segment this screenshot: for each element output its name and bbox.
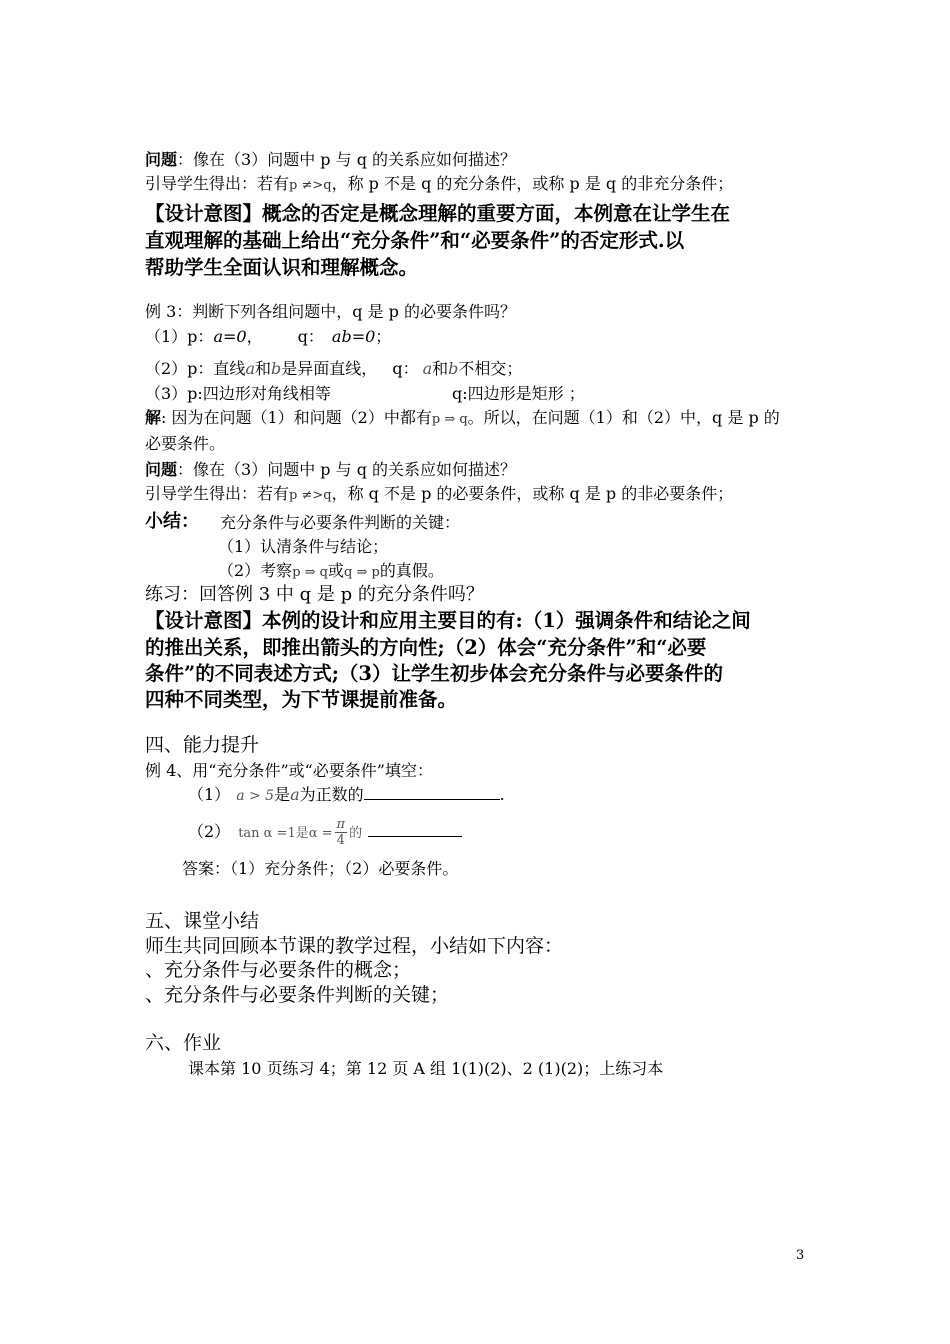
section-heading-homework: 六、作业: [145, 1032, 222, 1054]
item1-p-formula: a=0: [213, 327, 247, 346]
line-a-symbol: a: [245, 359, 255, 378]
example4-answer: 答案：（1）充分条件；（2）必要条件。: [182, 859, 459, 878]
design-intent-2-line-2: 的推出关系，即推出箭头的方向性;（2）体会“充分条件”和“必要: [145, 636, 707, 659]
guide-prefix-2: 引导学生得出：若有: [145, 484, 290, 503]
ex4-item1-is: 是: [274, 785, 291, 804]
item2-and: 和: [254, 359, 271, 378]
item2-prefix: （2）p：直线: [145, 359, 246, 378]
design-intent-2-line-4: 四种不同类型，为下节课提前准备。: [145, 688, 458, 711]
a-greater-5-formula: a > 5: [236, 788, 275, 804]
item1-separator: ，: [246, 327, 263, 346]
item2-rest: 是异面直线，: [281, 359, 378, 378]
class-summary-line-3: 、充分条件与必要条件判断的关键；: [145, 984, 450, 1006]
guide-suffix-2: ，称 q 不是 p 的必要条件，或称 q 是 p 的非必要条件；: [331, 484, 734, 503]
ex4-item2-prefix: （2）: [188, 822, 231, 841]
example3-item-3-q: q:四边形是矩形 ；: [452, 384, 585, 403]
question-text-2: ：像在（3）问题中 p 与 q 的关系应如何描述？: [177, 460, 517, 479]
example3-title: 例 3：判断下列各组问题中，q 是 p 的必要条件吗？: [145, 302, 517, 321]
item2-q-rest: 不相交；: [458, 359, 523, 378]
guide-line-2: [145, 484, 733, 504]
pi-over-4-fraction: [335, 818, 348, 847]
homework-text: 课本第 10 页练习 4；第 12 页 A 组 1(1)(2)、2 (1)(2)；上练习本: [188, 1059, 664, 1078]
item1-q-label: q：: [297, 327, 324, 346]
example4-item-2: [188, 818, 462, 847]
summary-text: 充分条件与必要条件判断的关键：: [220, 513, 461, 532]
question-label: 问题: [145, 150, 178, 169]
solution-suffix: 。所以，在问题（1）和（2）中，q 是 p 的: [467, 408, 780, 427]
item1-end: ；: [375, 327, 392, 346]
design-intent-line-3: 帮助学生全面认识和理解概念。: [145, 256, 419, 279]
summary-label: 小结：: [145, 511, 199, 532]
design-intent-2-line-1: 【设计意图】本例的设计和应用主要目的有:（1）强调条件和结论之间: [145, 609, 751, 632]
section-heading-ability: 四、能力提升: [145, 734, 260, 756]
guide-line: [145, 174, 733, 194]
ex4-item1-rest: 为正数的: [299, 785, 364, 804]
example3-item-2: [145, 359, 522, 378]
example4-title: 例 4、用“充分条件”或“必要条件”填空：: [145, 761, 433, 780]
question-text: ：像在（3）问题中 p 与 q 的关系应如何描述？: [177, 150, 517, 169]
answer-blank-1[interactable]: [364, 785, 500, 800]
item1-q-formula: ab=0: [331, 327, 376, 346]
question-line: [145, 150, 516, 169]
design-intent-2-line-3: 条件”的不同表述方式;（3）让学生初步体会充分条件与必要条件的: [145, 662, 723, 685]
solution-line-2: 必要条件。: [145, 434, 226, 453]
ex4-item2-de: 的: [349, 826, 363, 841]
summary-item2-or: 或: [328, 561, 345, 580]
q-line-a-symbol: a: [422, 359, 433, 378]
fraction-numerator: π: [336, 817, 346, 832]
fraction-denominator: 4: [336, 833, 345, 848]
item1-prefix: （1）p：: [145, 327, 214, 346]
item2-q-label: q：: [392, 359, 419, 378]
guide-suffix: ，称 p 不是 q 的充分条件，或称 p 是 q 的非充分条件；: [331, 174, 734, 193]
example3-item-1: [145, 327, 391, 346]
solution-label: 解: [145, 408, 162, 427]
solution-line: [145, 408, 780, 428]
not-implies-formula: p ≠>q: [289, 178, 332, 193]
item2-q-and: 和: [432, 359, 449, 378]
guide-prefix: 引导学生得出：若有: [145, 174, 290, 193]
tan-alpha-formula: tan α =1是α =: [238, 826, 333, 841]
item3-p: （3）p:四边形对角线相等: [145, 384, 331, 403]
page-number: 3: [796, 1248, 805, 1263]
line-b-symbol: b: [271, 359, 282, 378]
design-intent-line-1: 【设计意图】概念的否定是概念理解的重要方面，本例意在让学生在: [145, 202, 731, 225]
answer-blank-2[interactable]: [368, 822, 462, 837]
question-label-2: 问题: [145, 460, 178, 479]
q-implies-p-formula: q ⇒ p: [344, 565, 380, 580]
q-line-b-symbol: b: [448, 359, 459, 378]
class-summary-line-2: 、充分条件与必要条件的概念；: [145, 959, 412, 981]
ex4-item1-end: .: [499, 785, 505, 804]
summary-item2-suffix: 的真假。: [379, 561, 444, 580]
summary-item2-prefix: （2）考察: [218, 561, 293, 580]
section-heading-summary: 五、课堂小结: [145, 910, 260, 932]
design-intent-line-2: 直观理解的基础上给出“充分条件”和“必要条件”的否定形式.以: [145, 229, 685, 252]
summary-item-1: （1）认清条件与结论；: [218, 537, 389, 556]
practice-question: 练习：回答例 3 中 q 是 p 的充分条件吗？: [145, 584, 484, 605]
ex4-item1-a: a: [290, 785, 300, 804]
summary-item-2: [218, 561, 444, 581]
class-summary-line-1: 师生共同回顾本节课的教学过程，小结如下内容：: [145, 935, 564, 957]
ex4-item1-prefix: （1）: [188, 785, 231, 804]
example3-item-3: [145, 384, 331, 403]
p-implies-q-formula: p ⇒ q: [292, 565, 328, 580]
question-line-2: [145, 460, 516, 479]
implies-formula: p ⇒ q: [431, 412, 468, 427]
not-implies-formula-2: p ≠>q: [289, 488, 332, 503]
solution-prefix: : 因为在问题（1）和问题（2）中都有: [161, 408, 432, 427]
example4-item-1: [188, 785, 505, 805]
